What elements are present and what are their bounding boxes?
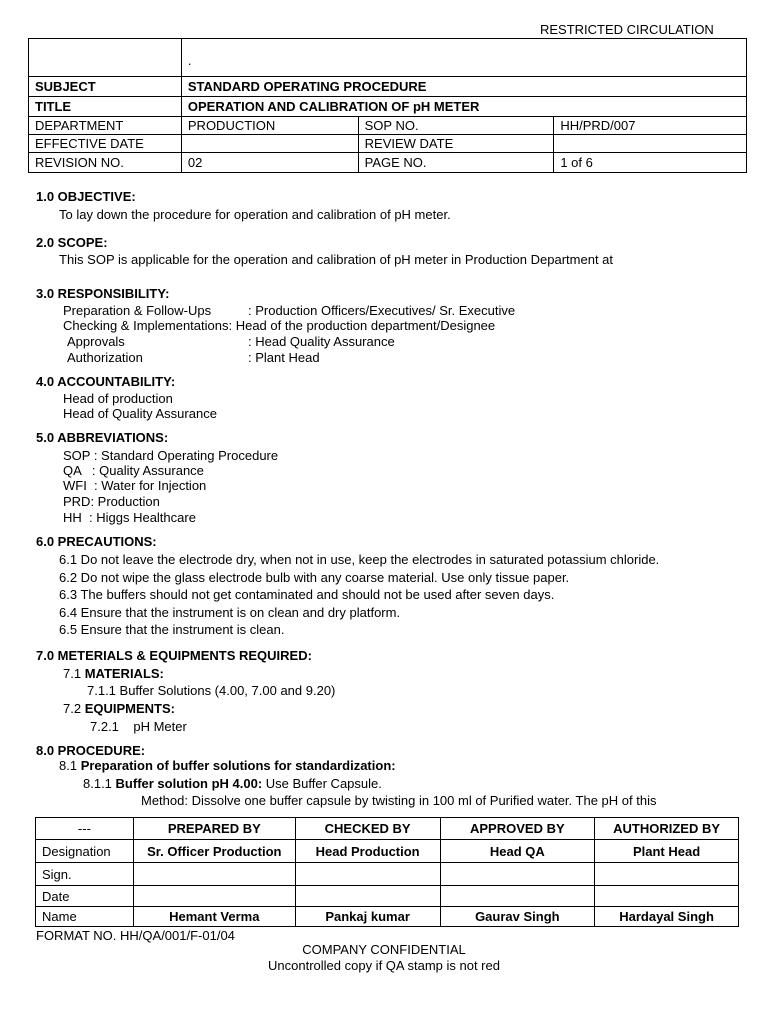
precautions-heading: 6.0 PRECAUTIONS: xyxy=(36,534,157,549)
review-date-label: REVIEW DATE xyxy=(358,135,554,153)
date-cell xyxy=(133,886,295,907)
scope-heading: 2.0 SCOPE: xyxy=(36,235,108,250)
precaution-item: 6.4 Ensure that the instrument is on clean and dry platform. xyxy=(59,605,401,620)
header-dot: . xyxy=(181,39,746,77)
sign-label: Sign. xyxy=(36,863,134,886)
title-value: OPERATION AND CALIBRATION OF pH METER xyxy=(181,97,746,117)
procedure-8-1 xyxy=(59,758,396,773)
responsibility-prep-value: : Production Officers/Executives/ Sr. Executive xyxy=(248,303,516,318)
signoff-corner: --- xyxy=(36,818,134,840)
objective-text: To lay down the procedure for operation and calibration of pH meter. xyxy=(59,207,451,222)
materials-item: 7.1.1 Buffer Solutions (4.00, 7.00 and 9.20) xyxy=(87,683,336,698)
prepared-by-header: PREPARED BY xyxy=(133,818,295,840)
precaution-item: 6.1 Do not leave the electrode dry, when not in use, keep the electrodes in saturated potassium chloride. xyxy=(59,552,660,567)
sign-cell xyxy=(595,863,739,886)
procedure-8-1-1-number: 8.1.1 xyxy=(83,776,116,791)
materials-label: MATERIALS: xyxy=(84,666,164,681)
abbreviation-item: PRD: Production xyxy=(63,494,160,509)
restricted-circulation: RESTRICTED CIRCULATION xyxy=(540,22,714,37)
precaution-item: 6.5 Ensure that the instrument is clean. xyxy=(59,622,285,637)
abbreviation-item: WFI : Water for Injection xyxy=(63,478,207,493)
subject-value: STANDARD OPERATING PROCEDURE xyxy=(181,77,746,97)
designation-label: Designation xyxy=(36,840,134,863)
subject-label: SUBJECT xyxy=(29,77,182,97)
name-label: Name xyxy=(36,907,134,927)
format-number: FORMAT NO. HH/QA/001/F-01/04 xyxy=(36,928,235,943)
responsibility-approvals-value: : Head Quality Assurance xyxy=(248,334,395,349)
date-cell xyxy=(295,886,440,907)
sign-cell xyxy=(133,863,295,886)
procedure-heading: 8.0 PROCEDURE: xyxy=(36,743,146,758)
materials-number: 7.1 xyxy=(63,666,85,681)
approved-by-header: APPROVED BY xyxy=(440,818,595,840)
effective-date-value xyxy=(181,135,358,153)
uncontrolled-copy-note: Uncontrolled copy if QA stamp is not red xyxy=(268,958,500,973)
revision-value: 02 xyxy=(181,153,358,173)
abbreviation-item: QA : Quality Assurance xyxy=(63,463,204,478)
logo-cell xyxy=(29,39,182,77)
abbreviations-heading: 5.0 ABBREVIATIONS: xyxy=(36,430,169,445)
abbreviation-item: SOP : Standard Operating Procedure xyxy=(63,448,279,463)
date-cell xyxy=(440,886,595,907)
precaution-item: 6.2 Do not wipe the glass electrode bulb with any coarse material. Use only tissue paper. xyxy=(59,570,570,585)
page-value: 1 of 6 xyxy=(554,153,747,173)
name-checked: Pankaj kumar xyxy=(295,907,440,927)
authorized-by-header: AUTHORIZED BY xyxy=(595,818,739,840)
signoff-table xyxy=(35,817,739,927)
procedure-8-1-number: 8.1 xyxy=(59,758,81,773)
responsibility-authorization-value: : Plant Head xyxy=(248,350,320,365)
equipments-subheading xyxy=(63,701,175,716)
equipments-item: 7.2.1 pH Meter xyxy=(90,719,187,734)
sign-cell xyxy=(440,863,595,886)
title-label: TITLE xyxy=(29,97,182,117)
review-date-value xyxy=(554,135,747,153)
objective-heading: 1.0 OBJECTIVE: xyxy=(36,189,136,204)
revision-label: REVISION NO. xyxy=(29,153,182,173)
equipments-number: 7.2 xyxy=(63,701,85,716)
header-table xyxy=(28,38,747,173)
accountability-item: Head of Quality Assurance xyxy=(63,406,217,421)
designation-authorized: Plant Head xyxy=(595,840,739,863)
procedure-8-1-1-bold: Buffer solution pH 4.00: xyxy=(115,776,263,791)
designation-approved: Head QA xyxy=(440,840,595,863)
procedure-8-1-text: Preparation of buffer solutions for standardization: xyxy=(80,758,396,773)
materials-heading: 7.0 METERIALS & EQUIPMENTS REQUIRED: xyxy=(36,648,312,663)
name-authorized: Hardayal Singh xyxy=(595,907,739,927)
responsibility-heading: 3.0 RESPONSIBILITY: xyxy=(36,286,170,301)
responsibility-authorization-label: Authorization xyxy=(67,350,143,365)
checked-by-header: CHECKED BY xyxy=(295,818,440,840)
sop-value: HH/PRD/007 xyxy=(554,117,747,135)
sign-cell xyxy=(295,863,440,886)
accountability-heading: 4.0 ACCOUNTABILITY: xyxy=(36,374,176,389)
equipments-label: EQUIPMENTS: xyxy=(84,701,175,716)
procedure-8-1-1 xyxy=(83,776,382,791)
date-label: Date xyxy=(36,886,134,907)
designation-checked: Head Production xyxy=(295,840,440,863)
responsibility-checking: Checking & Implementations: Head of the production department/Designee xyxy=(63,318,496,333)
department-label: DEPARTMENT xyxy=(29,117,182,135)
page-label: PAGE NO. xyxy=(358,153,554,173)
responsibility-prep-label: Preparation & Follow-Ups xyxy=(63,303,212,318)
abbreviation-item: HH : Higgs Healthcare xyxy=(63,510,196,525)
responsibility-approvals-label: Approvals xyxy=(67,334,125,349)
effective-date-label: EFFECTIVE DATE xyxy=(29,135,182,153)
accountability-item: Head of production xyxy=(63,391,173,406)
designation-prepared: Sr. Officer Production xyxy=(133,840,295,863)
department-value: PRODUCTION xyxy=(181,117,358,135)
scope-text: This SOP is applicable for the operation and calibration of pH meter in Production Department at xyxy=(59,252,614,267)
procedure-8-1-1-text: Use Buffer Capsule. xyxy=(262,776,382,791)
materials-subheading xyxy=(63,666,164,681)
sop-label: SOP NO. xyxy=(358,117,554,135)
procedure-method: Method: Dissolve one buffer capsule by twisting in 100 ml of Purified water. The pH of this xyxy=(141,793,657,808)
date-cell xyxy=(595,886,739,907)
name-prepared: Hemant Verma xyxy=(133,907,295,927)
company-confidential: COMPANY CONFIDENTIAL xyxy=(302,942,466,957)
precaution-item: 6.3 The buffers should not get contaminated and should not be used after seven days. xyxy=(59,587,555,602)
name-approved: Gaurav Singh xyxy=(440,907,595,927)
